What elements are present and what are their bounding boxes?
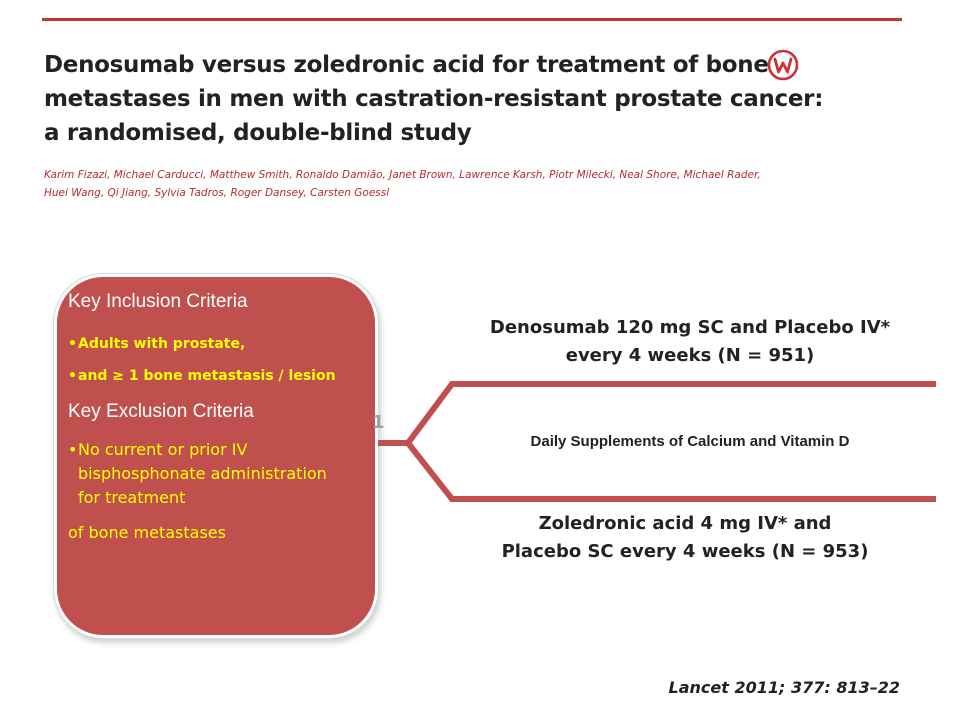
bullet-icon: • [68,336,77,352]
inclusion-item-text: and ≥ 1 bone metastasis / lesion [78,368,336,384]
bullet-icon: • [68,368,77,384]
citation: Lancet 2011; 377: 813–22 [668,678,900,697]
exclusion-item-line-1: No current or prior IV [78,440,248,459]
denosumab-arm-label [440,314,940,370]
exclusion-item-line-3: for treatment [78,488,186,507]
author-line-2: Huei Wang, Qi Jiang, Sylvia Tadros, Roger Dansey, Carsten Goessl [44,187,390,199]
zoledronic-arm-line-2: Placebo SC every 4 weeks (N = 953) [501,541,869,562]
supplements-label: Daily Supplements of Calcium and Vitamin D [530,433,850,450]
denosumab-arm-line-1: Denosumab 120 mg SC and Placebo IV* [489,317,891,338]
exclusion-item-line-2: bisphosphonate administration [78,464,327,483]
inclusion-item-text: Adults with prostate, [78,336,246,352]
paper-title-line-1: Denosumab versus zoledronic acid for treatment of bone [44,52,769,78]
denosumab-arm-line-2: every 4 weeks (N = 951) [565,345,815,366]
bullet-icon: • [68,440,78,459]
paper-title-line-2: metastases in men with castration-resistant prostate cancer: [44,86,824,112]
inclusion-heading: Key Inclusion Criteria [68,291,248,312]
author-line-1: Karim Fizazi, Michael Carducci, Matthew Smith, Ronaldo Damião, Janet Brown, Lawrence Karsh, Piotr Milecki, Neal Shore, Michael Rader, [44,169,761,181]
paper-title-line-3: a randomised, double-blind study [44,120,472,146]
zoledronic-arm-line [408,443,936,499]
zoledronic-arm-label [430,510,940,566]
zoledronic-arm-line-1: Zoledronic acid 4 mg IV* and [538,513,832,534]
stray-mark: 1 [372,412,385,433]
exclusion-heading: Key Exclusion Criteria [68,401,254,422]
exclusion-continuation: of bone metastases [68,523,226,542]
